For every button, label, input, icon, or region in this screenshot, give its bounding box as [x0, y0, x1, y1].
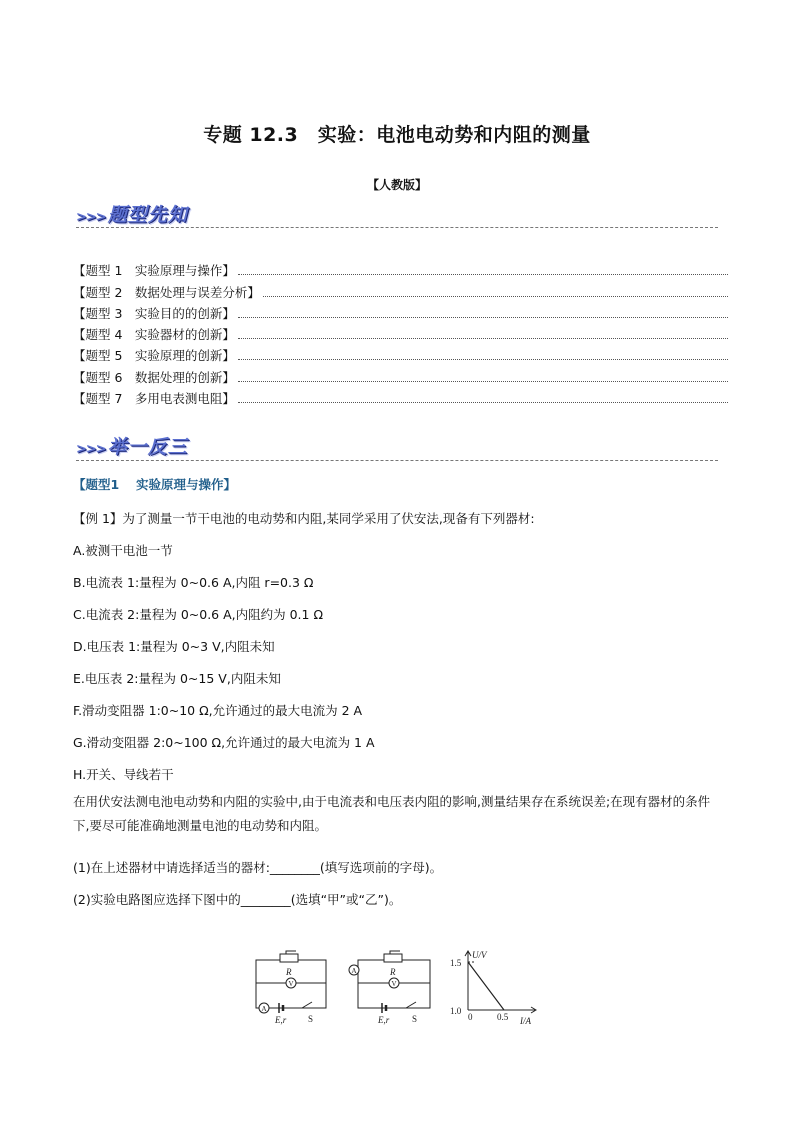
battery-label: E,r [378, 1015, 390, 1025]
leader-dots [263, 296, 728, 297]
option-a: A.被测干电池一节 [73, 543, 173, 558]
y-axis-label: U/V [472, 950, 487, 960]
option-h: H.开关、导线若干 [73, 767, 174, 782]
toc-item[interactable] [73, 322, 728, 343]
question-2: (2)实验电路图应选择下图中的________(选填“甲”或“乙”)。 [73, 892, 402, 907]
banner-type-preview [76, 200, 188, 227]
resistor-label: R [390, 967, 396, 977]
tick-1-0: 1.0 [450, 1006, 462, 1016]
section-heading: 【题型1 实验原理与操作】 [73, 477, 237, 492]
page-title: 专题 12.3 实验：电池电动势和内阻的测量 [203, 124, 591, 146]
resistor-label: R [286, 967, 292, 977]
arrows-icon: >>> [76, 210, 106, 225]
toc-label: 【题型 7 多用电表测电阻】 [73, 391, 235, 407]
option-f: F.滑动变阻器 1:0~10 Ω,允许通过的最大电流为 2 A [73, 703, 363, 718]
toc-item[interactable] [73, 301, 728, 322]
u-i-graph [450, 950, 536, 1026]
switch-label: S [308, 1014, 314, 1024]
leader-dots [238, 402, 728, 403]
toc-label: 【题型 1 实验原理与操作】 [73, 263, 235, 279]
switch-label: S [412, 1014, 418, 1024]
leader-dots [238, 359, 728, 360]
toc-item[interactable] [73, 364, 728, 385]
toc-label: 【题型 3 实验目的的创新】 [73, 305, 235, 321]
toc-item[interactable] [73, 279, 728, 300]
leader-dots [238, 274, 728, 275]
example-intro: 【例 1】为了测量一节干电池的电动势和内阻,某同学采用了伏安法,现备有下列器材: [73, 511, 535, 526]
toc-item[interactable] [73, 343, 728, 364]
option-c: C.电流表 2:量程为 0~0.6 A,内阻约为 0.1 Ω [73, 607, 323, 622]
circuit-diagram-yi [349, 951, 430, 1025]
banner-examples [76, 432, 188, 459]
toc-label: 【题型 2 数据处理与误差分析】 [73, 284, 260, 300]
paragraph: 在用伏安法测电池电动势和内阻的实验中,由于电流表和电压表内阻的影响,测量结果存在系统误差;在现有器材的条件下,要尽可能准确地测量电池的电动势和内阻。 [73, 794, 711, 833]
x-axis-label: I/A [520, 1016, 531, 1026]
toc-label: 【题型 4 实验器材的创新】 [73, 327, 235, 343]
circuit-diagram-jia [256, 951, 326, 1025]
figure [250, 950, 550, 1034]
edition-label: 【人教版】 [366, 178, 427, 192]
tick-1-5: 1.5 [450, 958, 462, 968]
tick-0-5: 0.5 [497, 1012, 509, 1022]
toc-item[interactable] [73, 386, 728, 407]
question-1: (1)在上述器材中请选择适当的器材:________(填写选项前的字母)。 [73, 860, 443, 875]
table-of-contents [73, 258, 728, 407]
toc-label: 【题型 6 数据处理的创新】 [73, 369, 235, 385]
tick-origin: 0 [468, 1012, 473, 1022]
leader-dots [238, 381, 728, 382]
banner-text: 题型先知 [107, 204, 188, 226]
option-e: E.电压表 2:量程为 0~15 V,内阻未知 [73, 671, 281, 686]
divider [76, 227, 718, 228]
divider [76, 460, 718, 461]
battery-label: E,r [275, 1015, 287, 1025]
leader-dots [238, 317, 728, 318]
option-d: D.电压表 1:量程为 0~3 V,内阻未知 [73, 639, 275, 654]
ammeter-label: A [261, 1005, 267, 1013]
u-i-line [468, 962, 504, 1010]
ammeter-label: A [351, 967, 357, 975]
toc-label: 【题型 5 实验原理的创新】 [73, 348, 235, 364]
leader-dots [238, 338, 728, 339]
option-g: G.滑动变阻器 2:0~100 Ω,允许通过的最大电流为 1 A [73, 735, 375, 750]
banner-text: 举一反三 [107, 436, 188, 458]
toc-item[interactable] [73, 258, 728, 279]
voltmeter-label: V [288, 980, 294, 988]
option-b: B.电流表 1:量程为 0~0.6 A,内阻 r=0.3 Ω [73, 575, 314, 590]
voltmeter-label: V [391, 980, 397, 988]
arrows-icon: >>> [76, 442, 106, 457]
